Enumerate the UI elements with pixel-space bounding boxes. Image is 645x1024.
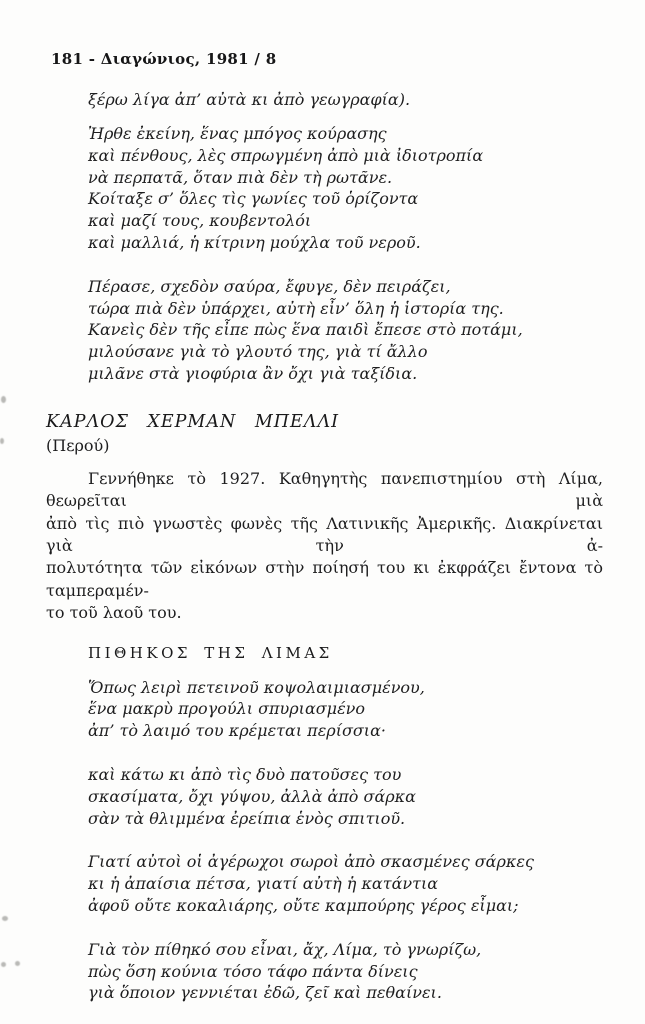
poem-line: γιὰ ὅποιον γεννιέται ἐδῶ, ζεῖ καὶ πεθαίνει.: [88, 983, 442, 1003]
poem-line: καὶ πένθους, λὲς σπρωγμένη ἀπὸ μιὰ ἰδιοτροπία: [88, 145, 484, 165]
page-header: 181 - Διαγώνιος, 1981 / 8: [51, 50, 277, 68]
bio-line: Γεννήθηκε τὸ 1927. Καθηγητὴς πανεπιστημίου στὴ Λίμα, θεωρεῖται μιὰ: [46, 468, 603, 511]
stanza: [88, 276, 603, 385]
poem-line: ἀφοῦ οὔτε κοκαλιάρης, οὔτε καμπούρης γέρος εἶμαι;: [88, 895, 519, 915]
scan-speck: [15, 961, 20, 966]
stanza: [88, 677, 603, 742]
scan-speck: [2, 916, 8, 921]
poem-line: Γιατί αὐτοὶ οἱ ἀγέρωχοι σωροὶ ἀπὸ σκασμένες σάρκες: [88, 852, 534, 872]
bio-line: πολυτότητα τῶν εἰκόνων στὴν ποίησή του κι ἐκφράζει ἔντονα τὸ ταμπεραμέν-: [46, 558, 603, 600]
poem-stanzas: [88, 677, 603, 1005]
poem-line: ἀπ’ τὸ λαιμό του κρέμεται περίσσια·: [88, 721, 386, 741]
poem-fragment-intro-line: ξέρω λίγα ἀπ’ αὐτὰ κι ἀπὸ γεωγραφία).: [88, 90, 411, 109]
poem-line: μιλᾶνε στὰ γιοφύρια ἂν ὄχι γιὰ ταξίδια.: [88, 363, 418, 383]
poem-line: νὰ περπατᾶ, ὅταν πιὰ δὲν τὴ ρωτᾶνε.: [88, 167, 393, 187]
stanza: [88, 939, 603, 1004]
poem-line: Κοίταξε σ’ ὅλες τὶς γωνίες τοῦ ὁρίζοντα: [88, 189, 419, 209]
author-origin: (Περού): [46, 435, 110, 455]
poem-line: Ἠρθε ἐκείνη, ἕνας μπόγος κούρασης: [88, 124, 387, 143]
bio-line: το τοῦ λαοῦ του.: [46, 603, 182, 623]
poem-fragment-stanzas: [88, 123, 603, 385]
poem-line: κι ἡ ἀπαίσια πέτσα, γιατί αὐτὴ ἡ κατάντια: [88, 874, 439, 894]
scan-speck: [0, 438, 4, 444]
poem-title: ΠΙΘΗΚΟΣ ΤΗΣ ΛΙΜΑΣ: [88, 643, 333, 662]
poem-line: σὰν τὰ θλιμμένα ἐρείπια ἑνὸς σπιτιοῦ.: [88, 808, 406, 828]
poem-line: σκασίματα, ὄχι γύψου, ἀλλὰ ἀπὸ σάρκα: [88, 786, 416, 806]
poem-line: Ὅπως λειρὶ πετεινοῦ κοψολαιμιασμένου,: [88, 677, 425, 697]
page-content: [46, 0, 603, 1004]
poem-line: καὶ μαζί τους, κουβεντολόι: [88, 211, 312, 231]
poem-line: καὶ κάτω κι ἀπὸ τὶς δυὸ πατοῦσες του: [88, 765, 402, 784]
poem-line: μιλούσανε γιὰ τὸ γλουτό της, γιὰ τί ἄλλο: [88, 342, 428, 362]
poem-line: Γιὰ τὸν πίθηκό σου εἶναι, ἄχ, Λίμα, τὸ γνωρίζω,: [88, 939, 482, 959]
author-bio-paragraph: [46, 468, 603, 625]
scan-speck: [1, 396, 6, 403]
poem-line: Πέρασε, σχεδὸν σαύρα, ἔφυγε, δὲν πειράζει,: [88, 276, 451, 296]
poem-line: ἕνα μακρὺ προγούλι σπυριασμένο: [88, 699, 366, 719]
author-name-heading: ΚΑΡΛΟΣ ΧΕΡΜΑΝ ΜΠΕΛΛΙ: [46, 411, 339, 432]
poem-line: καὶ μαλλιά, ἡ κίτρινη μούχλα τοῦ νεροῦ.: [88, 232, 421, 252]
stanza: [88, 764, 603, 829]
scan-speck: [1, 962, 6, 967]
stanza: [88, 123, 603, 254]
poem-line: Κανεὶς δὲν τῆς εἶπε πὼς ἕνα παιδὶ ἔπεσε στὸ ποτάμι,: [88, 320, 523, 340]
poem-line: τώρα πιὰ δὲν ὑπάρχει, αὐτὴ εἶν’ ὅλη ἡ ἱστορία της.: [88, 298, 504, 318]
poem-line: πὼς ὅση κούνια τόσο τάφο πάντα δίνεις: [88, 961, 418, 981]
bio-line: ἀπὸ τὶς πιὸ γνωστὲς φωνὲς τῆς Λατινικῆς Ἀμερικῆς. Διακρίνεται γιὰ τὴν ἀ-: [46, 513, 603, 555]
stanza: [88, 851, 603, 916]
